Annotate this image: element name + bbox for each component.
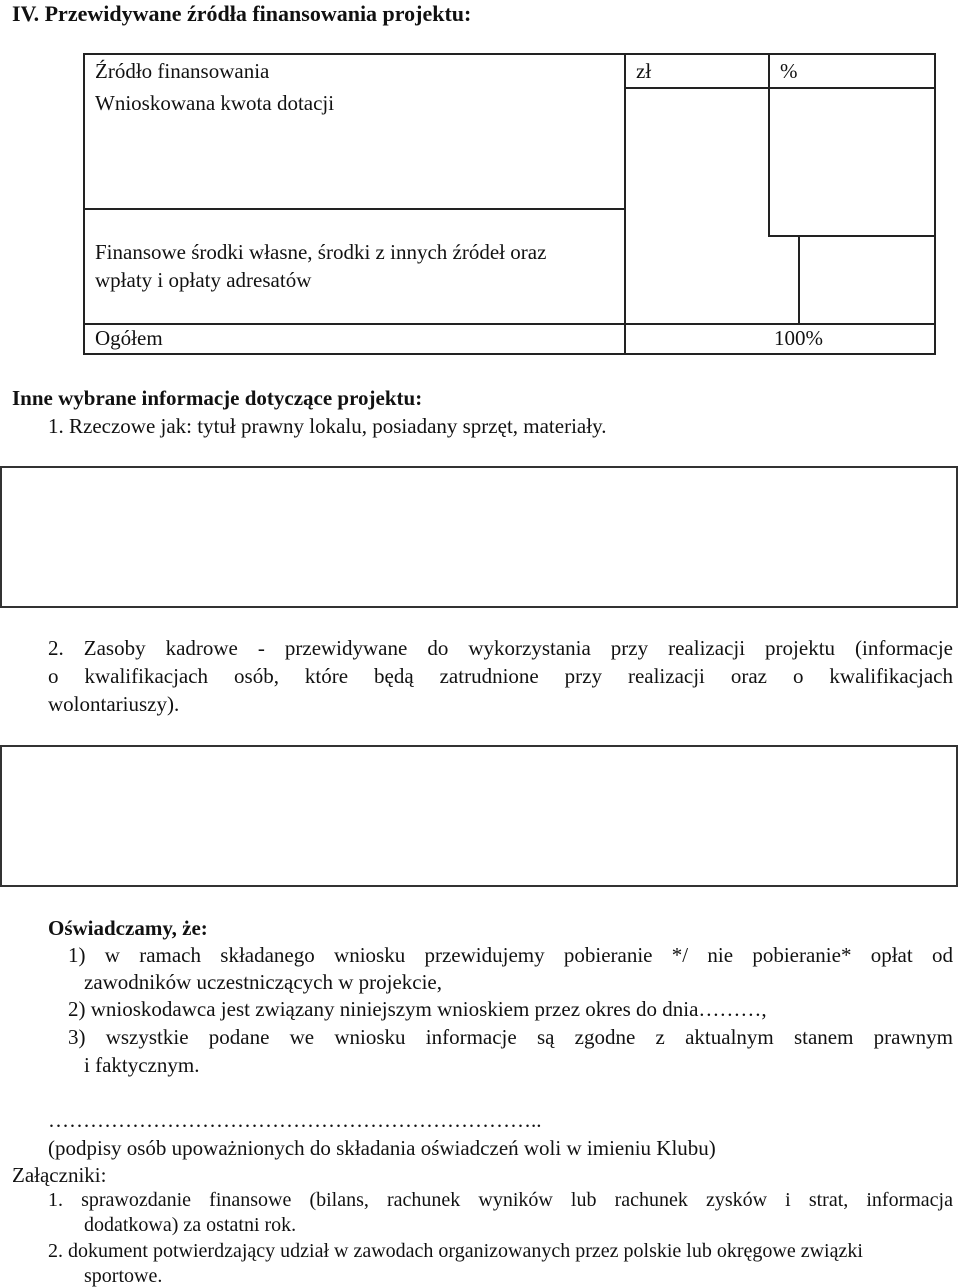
row-total-percent: 100% (774, 326, 823, 350)
table-col-divider-3 (798, 237, 800, 325)
col-percent-header: % (780, 59, 798, 83)
table-col-divider-2 (768, 55, 770, 237)
declaration-heading: Oświadczamy, że: (48, 916, 208, 940)
row-own-funds-label-2: wpłaty i opłaty adresatów (95, 268, 312, 292)
attachment-item-2-line-1: 2. dokument potwierdzający udział w zawodach organizowanych przez polskie lub okręgowe związki (48, 1240, 863, 1262)
attachment-item-1-line-2: dodatkowa) za ostatni rok. (84, 1214, 297, 1236)
declaration-item-1-line-1: 1) w ramach składanego wniosku przewidujemy pobieranie */ nie pobieranie* opłat od (68, 943, 953, 967)
attachment-item-2-line-2: sportowe. (84, 1265, 163, 1287)
signature-line: …………………………………………………………….. (48, 1108, 542, 1132)
staff-resources-box[interactable] (0, 745, 958, 887)
table-header-line (624, 87, 936, 89)
row-total-label: Ogółem (95, 326, 163, 350)
table-col-divider-1 (624, 55, 626, 353)
table-row-line-1 (85, 208, 624, 210)
other-info-item-2-line-2: o kwalifikacjach osób, które będą zatrudnione przy realizacji oraz o kwalifikacjach (48, 664, 953, 688)
attachments-heading: Załączniki: (12, 1163, 107, 1187)
col-source-header: Źródło finansowania (95, 59, 270, 83)
declaration-item-3-line-1: 3) wszystkie podane we wniosku informacje są zgodne z aktualnym stanem prawnym (68, 1025, 953, 1049)
row-grant-label: Wnioskowana kwota dotacji (95, 91, 335, 115)
col-pln-header: zł (636, 59, 652, 83)
finance-table (83, 53, 936, 355)
declaration-item-2: 2) wnioskodawca jest związany niniejszym wnioskiem przez okres do dnia………, (68, 997, 767, 1021)
other-info-heading: Inne wybrane informacje dotyczące projektu: (12, 386, 423, 410)
table-row-line-3 (85, 323, 936, 325)
attachment-item-1-line-1: 1. sprawozdanie finansowe (bilans, rachunek wyników lub rachunek zysków i strat, informacja (48, 1189, 953, 1211)
table-row-line-2 (768, 235, 936, 237)
other-info-item-2-line-1: 2. Zasoby kadrowe - przewidywane do wykorzystania przy realizacji projektu (informacje (48, 636, 953, 660)
section-heading: IV. Przewidywane źródła finansowania projektu: (12, 1, 472, 26)
material-resources-box[interactable] (0, 466, 958, 608)
row-own-funds-label: Finansowe środki własne, środki z innych źródeł oraz (95, 240, 547, 264)
declaration-item-1-line-2: zawodników uczestniczących w projekcie, (84, 970, 443, 994)
other-info-item-1: 1. Rzeczowe jak: tytuł prawny lokalu, posiadany sprzęt, materiały. (48, 414, 607, 438)
declaration-item-3-line-2: i faktycznym. (84, 1053, 200, 1077)
other-info-item-2-line-3: wolontariuszy). (48, 692, 180, 716)
signature-caption: (podpisy osób upoważnionych do składania oświadczeń woli w imieniu Klubu) (48, 1136, 716, 1160)
